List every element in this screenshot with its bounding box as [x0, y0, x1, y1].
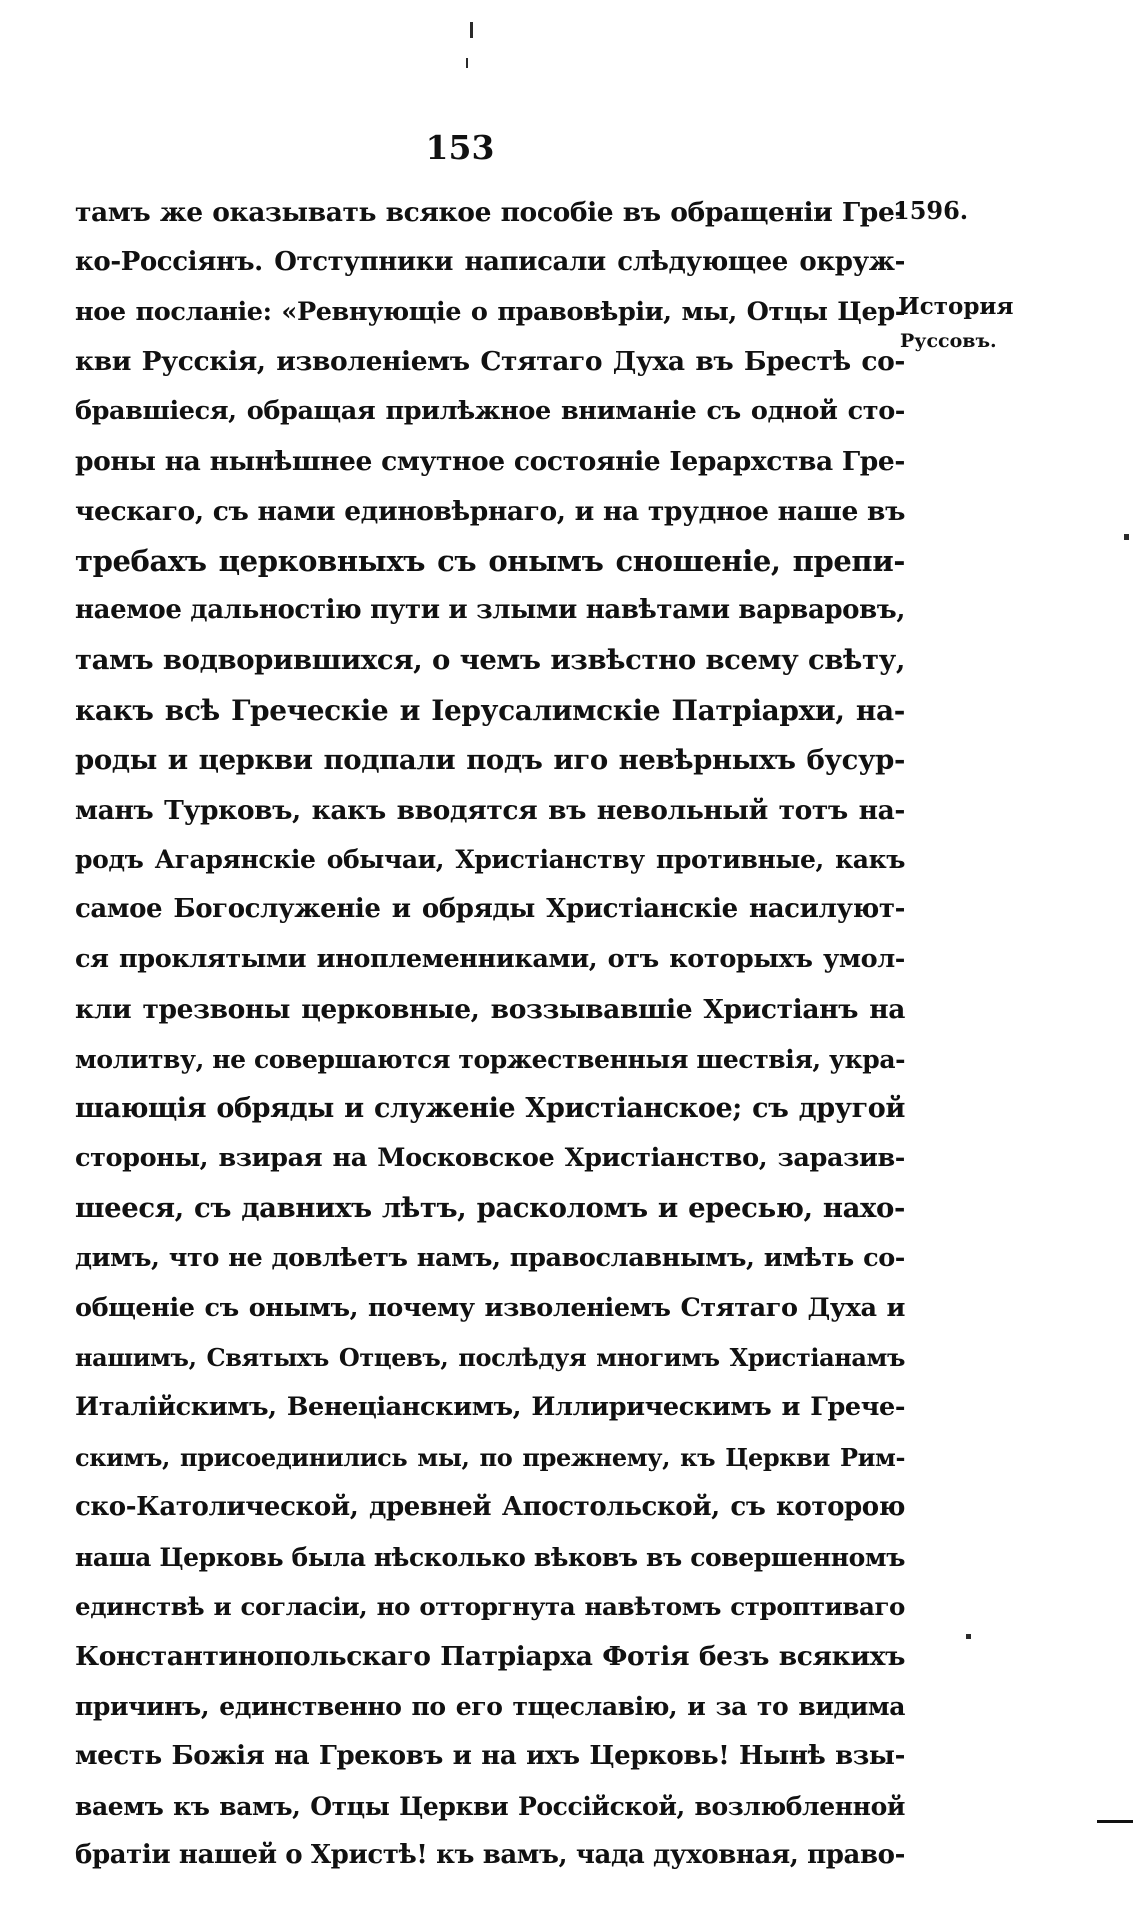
text-line: Константинопольскаго Патріарха Фотія безъ всякихъ: [75, 1641, 905, 1673]
text-line: нашимъ, Святыхъ Отцевъ, послѣдуя многимъ Христіанамъ: [75, 1343, 905, 1373]
text-line: ско-Католической, древней Апостольской, съ которою: [75, 1491, 905, 1522]
text-line: самое Богослуженіе и обряды Христіанскіе насилуют-: [75, 894, 905, 925]
text-line: единствѣ и согласіи, но отторгнута навѣтомъ строптиваго: [75, 1592, 905, 1622]
text-line: Италійскимъ, Венеціанскимъ, Иллирическимъ и Грече-: [75, 1392, 905, 1423]
text-line: тамъ водворившихся, о чемъ извѣстно всему свѣту,: [75, 644, 905, 677]
text-line: причинъ, единственно по его тщеславію, и за то видима: [75, 1691, 905, 1721]
text-line: роны на нынѣшнее смутное состояніе Іерархства Гре-: [75, 445, 905, 477]
text-line: молитву, не совершаются торжественныя шествія, укра-: [75, 1044, 905, 1074]
margin-dash: [1097, 1820, 1133, 1823]
text-line: тамъ же оказывать всякое пособіе въ обращеніи Гре-: [75, 197, 905, 228]
text-line: какъ всѣ Греческіе и Іерусалимскіе Патріархи, на-: [75, 693, 905, 727]
ink-speck: [966, 1634, 971, 1639]
text-line: требахъ церковныхъ съ онымъ сношеніе, препи-: [75, 543, 905, 578]
body-text: [75, 188, 905, 1881]
ink-speck: [1124, 534, 1129, 540]
text-line: бравшіеся, обращая прилѣжное вниманіе съ одной сто-: [75, 396, 905, 427]
margin-year: 1596.: [893, 196, 969, 225]
text-line: роды и церкви подпали подъ иго невѣрныхъ бусур-: [75, 743, 905, 776]
ink-speck: [466, 58, 468, 68]
margin-note: [898, 290, 1013, 358]
margin-note-line: История: [898, 293, 1014, 320]
text-line: ческаго, съ нами единовѣрнаго, и на трудное наше въ: [75, 495, 905, 527]
text-line: родъ Агарянскіе обычаи, Христіанству противные, какъ: [75, 845, 905, 875]
page-number: 153: [425, 128, 495, 167]
text-line: манъ Турковъ, какъ вводятся въ невольный тотъ на-: [75, 794, 905, 826]
text-line: братіи нашей о Христѣ! къ вамъ, чада духовная, право-: [75, 1840, 905, 1871]
text-line: ко-Россіянъ. Отступники написали слѣдующее окруж-: [75, 246, 905, 277]
text-line: шееся, съ давнихъ лѣтъ, расколомъ и ересью, нахо-: [75, 1191, 905, 1224]
text-line: шающія обряды и служеніе Христіанское; съ другой: [75, 1093, 905, 1125]
text-line: кли трезвоны церковные, воззывавшіе Христіанъ на: [75, 993, 905, 1025]
text-line: ное посланіе: «Ревнующіе о правовѣріи, мы, Отцы Цер-: [75, 296, 905, 327]
text-line: стороны, взирая на Московское Христіанство, заразив-: [75, 1143, 905, 1174]
ink-speck: [470, 22, 473, 38]
text-line: наемое дальностію пути и злыми навѣтами варваровъ,: [75, 595, 905, 626]
text-line: наша Церковь была нѣсколько вѣковъ въ совершенномъ: [75, 1542, 905, 1572]
text-line: месть Божія на Грековъ и на ихъ Церковь! Нынѣ взы-: [75, 1740, 905, 1771]
margin-note-line: Руссовъ.: [900, 330, 997, 352]
text-line: димъ, что не довлѣетъ намъ, православнымъ, имѣть со-: [75, 1242, 905, 1273]
text-line: общеніе съ онымъ, почему изволеніемъ Стятаго Духа и: [75, 1292, 905, 1323]
text-line: ваемъ къ вамъ, Отцы Церкви Россійской, возлюбленной: [75, 1791, 905, 1821]
text-line: скимъ, присоединились мы, по прежнему, къ Церкви Рим-: [75, 1442, 905, 1472]
text-line: кви Русскія, изволеніемъ Стятаго Духа въ Брестѣ со-: [75, 346, 905, 378]
text-line: ся проклятыми иноплеменниками, отъ которыхъ умол-: [75, 943, 905, 974]
